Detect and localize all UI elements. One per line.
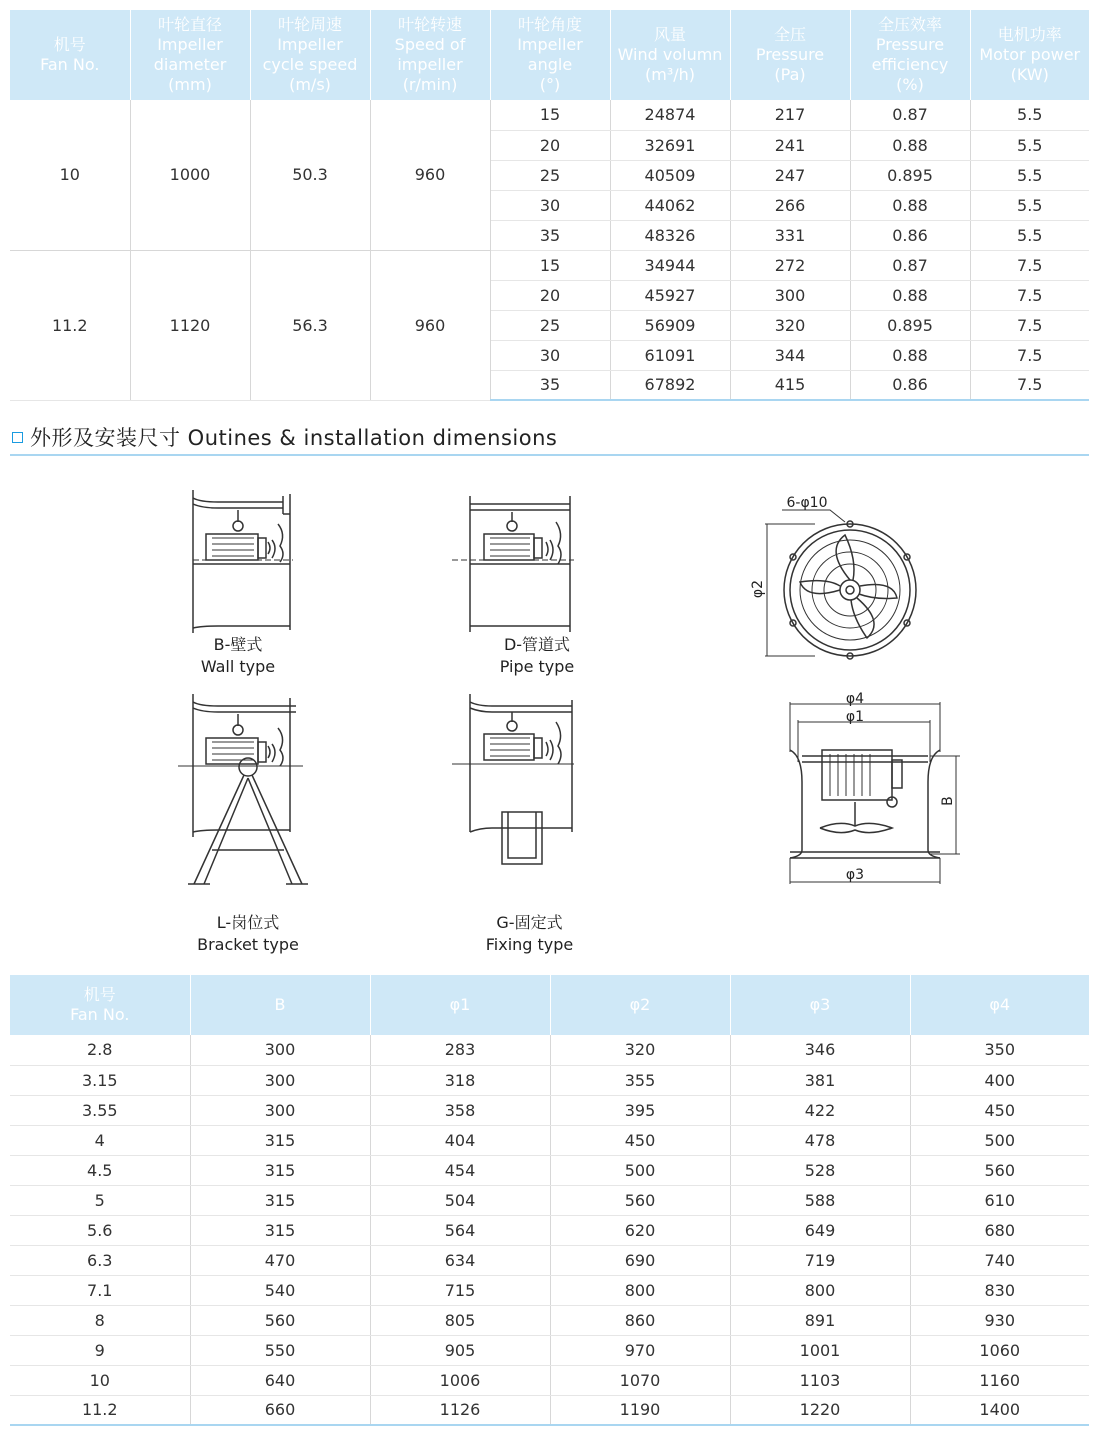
fan-no-cell: 10 — [10, 1365, 190, 1395]
power-cell: 7.5 — [970, 280, 1089, 310]
fan-no-cell: 8 — [10, 1305, 190, 1335]
b-cell: 550 — [190, 1335, 370, 1365]
pressure-cell: 415 — [730, 370, 850, 400]
phi4-cell: 560 — [910, 1155, 1089, 1185]
phi1-cell: 358 — [370, 1095, 550, 1125]
efficiency-cell: 0.88 — [850, 280, 970, 310]
phi3-cell: 719 — [730, 1245, 910, 1275]
phi3-cell: 800 — [730, 1275, 910, 1305]
header-pressure: 全压 Pressure (Pa) — [730, 10, 850, 100]
b-cell: 315 — [190, 1215, 370, 1245]
phi1-cell: 564 — [370, 1215, 550, 1245]
header-cycle-speed: 叶轮周速 Impeller cycle speed (m/s) — [250, 10, 370, 100]
b-cell: 300 — [190, 1035, 370, 1065]
b-cell: 315 — [190, 1125, 370, 1155]
b-cell: 470 — [190, 1245, 370, 1275]
phi2-cell: 1070 — [550, 1365, 730, 1395]
phi4-cell: 500 — [910, 1125, 1089, 1155]
phi2-cell: 860 — [550, 1305, 730, 1335]
phi4-cell: 740 — [910, 1245, 1089, 1275]
phi3-cell: 588 — [730, 1185, 910, 1215]
pressure-cell: 300 — [730, 280, 850, 310]
holes-label: 6-φ10 — [786, 495, 828, 511]
b-cell: 315 — [190, 1185, 370, 1215]
efficiency-cell: 0.87 — [850, 250, 970, 280]
performance-header-row — [10, 10, 1089, 100]
phi2-cell: 395 — [550, 1095, 730, 1125]
phi4-cell: 400 — [910, 1065, 1089, 1095]
phi3-cell: 891 — [730, 1305, 910, 1335]
header-fan-no: 机号 Fan No. — [10, 975, 190, 1035]
table-row — [10, 1035, 1089, 1065]
b-cell: 660 — [190, 1395, 370, 1425]
volume-cell: 61091 — [610, 340, 730, 370]
efficiency-cell: 0.895 — [850, 310, 970, 340]
b-cell: 640 — [190, 1365, 370, 1395]
phi4-label: φ4 — [845, 691, 865, 707]
fan-no-cell: 7.1 — [10, 1275, 190, 1305]
table-row — [10, 1155, 1089, 1185]
wall-type-caption — [168, 634, 308, 678]
phi3-cell: 346 — [730, 1035, 910, 1065]
dimensions-header-row — [10, 975, 1089, 1035]
phi3-cell: 1001 — [730, 1335, 910, 1365]
table-row — [10, 1365, 1089, 1395]
angle-cell: 35 — [490, 220, 610, 250]
fan-no-cell: 4.5 — [10, 1155, 190, 1185]
table-row — [10, 1335, 1089, 1365]
fan-no-cell: 11.2 — [10, 1395, 190, 1425]
efficiency-cell: 0.86 — [850, 370, 970, 400]
phi1-cell: 1006 — [370, 1365, 550, 1395]
fixing-type-caption — [452, 912, 607, 956]
fixing-type-drawing — [452, 692, 592, 882]
pressure-cell: 241 — [730, 130, 850, 160]
volume-cell: 45927 — [610, 280, 730, 310]
b-cell: 540 — [190, 1275, 370, 1305]
phi1-cell: 905 — [370, 1335, 550, 1365]
fan-no-cell: 5.6 — [10, 1215, 190, 1245]
section-title: 外形及安装尺寸 Outines & installation dimensions — [30, 426, 558, 450]
efficiency-cell: 0.86 — [850, 220, 970, 250]
phi2-cell: 620 — [550, 1215, 730, 1245]
phi4-cell: 610 — [910, 1185, 1089, 1215]
pressure-cell: 247 — [730, 160, 850, 190]
angle-cell: 20 — [490, 130, 610, 160]
table-row — [10, 1065, 1089, 1095]
dimensions-body — [10, 1035, 1089, 1425]
phi2-cell: 800 — [550, 1275, 730, 1305]
fixing-type-en: Fixing type — [485, 935, 574, 954]
header-impeller-speed: 叶轮转速 Speed of impeller (r/min) — [370, 10, 490, 100]
phi2-cell: 690 — [550, 1245, 730, 1275]
phi3-label: φ3 — [845, 867, 865, 883]
phi3-cell: 528 — [730, 1155, 910, 1185]
bracket-type-caption — [168, 912, 328, 956]
header-wind-volume: 风量 Wind volumn (m³/h) — [610, 10, 730, 100]
phi1-cell: 634 — [370, 1245, 550, 1275]
phi4-cell: 1060 — [910, 1335, 1089, 1365]
power-cell: 7.5 — [970, 310, 1089, 340]
volume-cell: 40509 — [610, 160, 730, 190]
angle-cell: 25 — [490, 160, 610, 190]
pipe-type-en: Pipe type — [499, 657, 575, 676]
phi2-cell: 500 — [550, 1155, 730, 1185]
angle-cell: 15 — [490, 100, 610, 130]
table-row — [10, 250, 1089, 280]
pipe-type-caption — [452, 634, 622, 678]
wall-type-drawing — [168, 488, 308, 638]
diameter-cell: 1120 — [130, 250, 250, 400]
table-row — [10, 1275, 1089, 1305]
phi2-cell: 355 — [550, 1065, 730, 1095]
phi1-cell: 715 — [370, 1275, 550, 1305]
pressure-cell: 272 — [730, 250, 850, 280]
wall-type-en: Wall type — [200, 657, 276, 676]
diameter-cell: 1000 — [130, 100, 250, 250]
header-phi2: φ2 — [550, 975, 730, 1035]
phi3-cell: 649 — [730, 1215, 910, 1245]
pressure-cell: 217 — [730, 100, 850, 130]
phi4-cell: 450 — [910, 1095, 1089, 1125]
b-cell: 315 — [190, 1155, 370, 1185]
header-efficiency: 全压效率 Pressure efficiency (%) — [850, 10, 970, 100]
fan-no-cell: 6.3 — [10, 1245, 190, 1275]
speed-cell: 960 — [370, 100, 490, 250]
pipe-type-cn: D-管道式 — [503, 635, 571, 654]
volume-cell: 48326 — [610, 220, 730, 250]
fan-no-cell: 4 — [10, 1125, 190, 1155]
phi4-cell: 930 — [910, 1305, 1089, 1335]
b-label: B — [940, 796, 956, 806]
volume-cell: 32691 — [610, 130, 730, 160]
volume-cell: 44062 — [610, 190, 730, 220]
pipe-type-drawing — [452, 494, 592, 634]
phi3-cell: 422 — [730, 1095, 910, 1125]
fan-no-cell: 11.2 — [10, 250, 130, 400]
volume-cell: 24874 — [610, 100, 730, 130]
phi1-label: φ1 — [845, 709, 865, 725]
cycle-speed-cell: 56.3 — [250, 250, 370, 400]
phi2-label: φ2 — [750, 579, 766, 599]
square-bullet-icon — [12, 432, 23, 443]
b-cell: 560 — [190, 1305, 370, 1335]
power-cell: 5.5 — [970, 130, 1089, 160]
pressure-cell: 320 — [730, 310, 850, 340]
phi3-cell: 381 — [730, 1065, 910, 1095]
power-cell: 7.5 — [970, 250, 1089, 280]
phi1-cell: 454 — [370, 1155, 550, 1185]
efficiency-cell: 0.87 — [850, 100, 970, 130]
phi3-cell: 478 — [730, 1125, 910, 1155]
fan-no-cell: 9 — [10, 1335, 190, 1365]
header-b: B — [190, 975, 370, 1035]
phi3-cell: 1220 — [730, 1395, 910, 1425]
table-row — [10, 100, 1089, 130]
header-impeller-diameter: 叶轮直径 Impeller diameter (mm) — [130, 10, 250, 100]
header-phi3: φ3 — [730, 975, 910, 1035]
front-view-drawing — [745, 490, 925, 670]
efficiency-cell: 0.88 — [850, 130, 970, 160]
table-row — [10, 1095, 1089, 1125]
power-cell: 5.5 — [970, 160, 1089, 190]
volume-cell: 67892 — [610, 370, 730, 400]
table-row — [10, 1245, 1089, 1275]
angle-cell: 25 — [490, 310, 610, 340]
table-row — [10, 1185, 1089, 1215]
fan-no-cell: 3.55 — [10, 1095, 190, 1125]
phi4-cell: 830 — [910, 1275, 1089, 1305]
fixing-type-cn: G-固定式 — [496, 913, 563, 932]
dimensions-table — [10, 975, 1089, 1426]
section-heading — [10, 420, 1089, 456]
performance-table — [10, 10, 1089, 401]
b-cell: 300 — [190, 1095, 370, 1125]
pressure-cell: 266 — [730, 190, 850, 220]
efficiency-cell: 0.895 — [850, 160, 970, 190]
angle-cell: 15 — [490, 250, 610, 280]
phi2-cell: 450 — [550, 1125, 730, 1155]
pressure-cell: 331 — [730, 220, 850, 250]
power-cell: 5.5 — [970, 220, 1089, 250]
phi4-cell: 680 — [910, 1215, 1089, 1245]
phi4-cell: 350 — [910, 1035, 1089, 1065]
fan-no-cell: 10 — [10, 100, 130, 250]
phi1-cell: 1126 — [370, 1395, 550, 1425]
fan-no-cell: 5 — [10, 1185, 190, 1215]
phi1-cell: 318 — [370, 1065, 550, 1095]
phi4-cell: 1400 — [910, 1395, 1089, 1425]
table-row — [10, 1125, 1089, 1155]
angle-cell: 30 — [490, 190, 610, 220]
angle-cell: 20 — [490, 280, 610, 310]
header-phi4: φ4 — [910, 975, 1089, 1035]
efficiency-cell: 0.88 — [850, 190, 970, 220]
bracket-type-cn: L-岗位式 — [216, 913, 280, 932]
phi2-cell: 970 — [550, 1335, 730, 1365]
table-row — [10, 1215, 1089, 1245]
efficiency-cell: 0.88 — [850, 340, 970, 370]
bracket-type-en: Bracket type — [197, 935, 299, 954]
header-impeller-angle: 叶轮角度 Impeller angle (°) — [490, 10, 610, 100]
table-row — [10, 1305, 1089, 1335]
phi2-cell: 1190 — [550, 1395, 730, 1425]
fan-no-cell: 2.8 — [10, 1035, 190, 1065]
fan-no-cell: 3.15 — [10, 1065, 190, 1095]
phi1-cell: 805 — [370, 1305, 550, 1335]
power-cell: 7.5 — [970, 340, 1089, 370]
header-fan-no: 机号 Fan No. — [10, 10, 130, 100]
cycle-speed-cell: 50.3 — [250, 100, 370, 250]
volume-cell: 34944 — [610, 250, 730, 280]
angle-cell: 30 — [490, 340, 610, 370]
speed-cell: 960 — [370, 250, 490, 400]
power-cell: 5.5 — [970, 190, 1089, 220]
b-cell: 300 — [190, 1065, 370, 1095]
header-phi1: φ1 — [370, 975, 550, 1035]
phi1-cell: 404 — [370, 1125, 550, 1155]
phi2-cell: 320 — [550, 1035, 730, 1065]
bracket-type-drawing — [168, 692, 318, 902]
table-row — [10, 1395, 1089, 1425]
phi3-cell: 1103 — [730, 1365, 910, 1395]
header-motor-power: 电机功率 Motor power (KW) — [970, 10, 1089, 100]
angle-cell: 35 — [490, 370, 610, 400]
phi2-cell: 560 — [550, 1185, 730, 1215]
phi4-cell: 1160 — [910, 1365, 1089, 1395]
phi1-cell: 504 — [370, 1185, 550, 1215]
pressure-cell: 344 — [730, 340, 850, 370]
phi1-cell: 283 — [370, 1035, 550, 1065]
volume-cell: 56909 — [610, 310, 730, 340]
power-cell: 5.5 — [970, 100, 1089, 130]
power-cell: 7.5 — [970, 370, 1089, 400]
wall-type-cn: B-壁式 — [213, 635, 263, 654]
